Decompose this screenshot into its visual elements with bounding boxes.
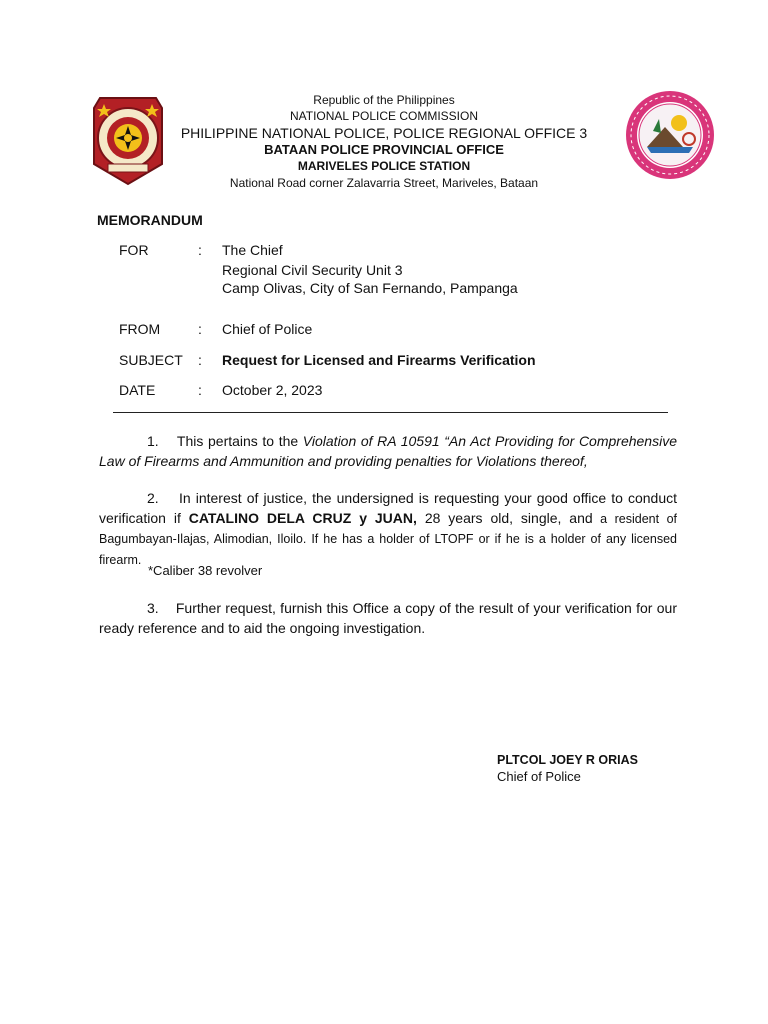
for-line-3: Camp Olivas, City of San Fernando, Pampanga: [222, 280, 518, 296]
from-value: Chief of Police: [222, 321, 313, 337]
subject-value: Request for Licensed and Firearms Verification: [222, 352, 536, 368]
paragraph-1-text: This pertains to the: [176, 433, 303, 449]
paragraph-1-italic: Violation of RA 10591 “An Act Providing for Comprehensive Law of Firearms and Ammunition and providing penalties for Violations thereof,: [99, 433, 677, 469]
date-colon: :: [198, 382, 202, 398]
for-colon: :: [198, 242, 202, 258]
header-pro3: PHILIPPINE NATIONAL POLICE, POLICE REGIONAL OFFICE 3: [180, 125, 588, 141]
paragraph-1-number: 1.: [147, 433, 159, 449]
paragraph-2-text-b: 28 years old, single, and: [416, 509, 593, 526]
date-value: October 2, 2023: [222, 382, 323, 398]
header-police-station: MARIVELES POLICE STATION: [297, 159, 471, 173]
header-republic: Republic of the Philippines: [313, 93, 455, 107]
subject-colon: :: [198, 352, 202, 368]
paragraph-1: [99, 432, 677, 471]
subject-person-name: CATALINO DELA CRUZ y JUAN,: [188, 509, 417, 526]
paragraph-3: [99, 599, 677, 638]
paragraph-2-number: 2.: [147, 490, 159, 506]
header-provincial-office: BATAAN POLICE PROVINCIAL OFFICE: [264, 142, 504, 157]
for-line-2: Regional Civil Security Unit 3: [222, 262, 403, 278]
paragraph-3-text: Further request, furnish this Office a copy of the result of your verification for our ready reference and to aid the ongoing investigation.: [99, 600, 677, 636]
pnp-seal-icon: [90, 94, 166, 186]
memo-title: MEMORANDUM: [97, 212, 203, 228]
header-divider: [113, 412, 668, 413]
signatory-title: Chief of Police: [497, 769, 581, 784]
paragraph-2-text-c: a resident of Bagumbayan-Ilajas, Alimodian, Iloilo. If he has a holder of LTOPF or if he is a holder of any licensed firearm.: [99, 511, 678, 567]
header-address: National Road corner Zalavarria Street, Mariveles, Bataan: [229, 176, 539, 190]
signatory-name: PLTCOL JOEY R ORIAS: [497, 753, 638, 767]
for-line-1: The Chief: [222, 242, 283, 258]
subject-label: SUBJECT: [119, 352, 183, 368]
from-colon: :: [198, 321, 202, 337]
paragraph-2: [99, 489, 677, 570]
paragraph-2-text: In interest of justice, the undersigned is requesting your good office to conduct verification if: [99, 490, 677, 526]
firearm-note: *Caliber 38 revolver: [148, 563, 263, 578]
date-label: DATE: [119, 382, 156, 398]
paragraph-3-number: 3.: [147, 600, 159, 616]
mariveles-seal-icon: [625, 89, 715, 181]
for-label: FOR: [119, 242, 149, 258]
from-label: FROM: [119, 321, 161, 337]
header-napolcom: NATIONAL POLICE COMMISSION: [289, 109, 479, 123]
